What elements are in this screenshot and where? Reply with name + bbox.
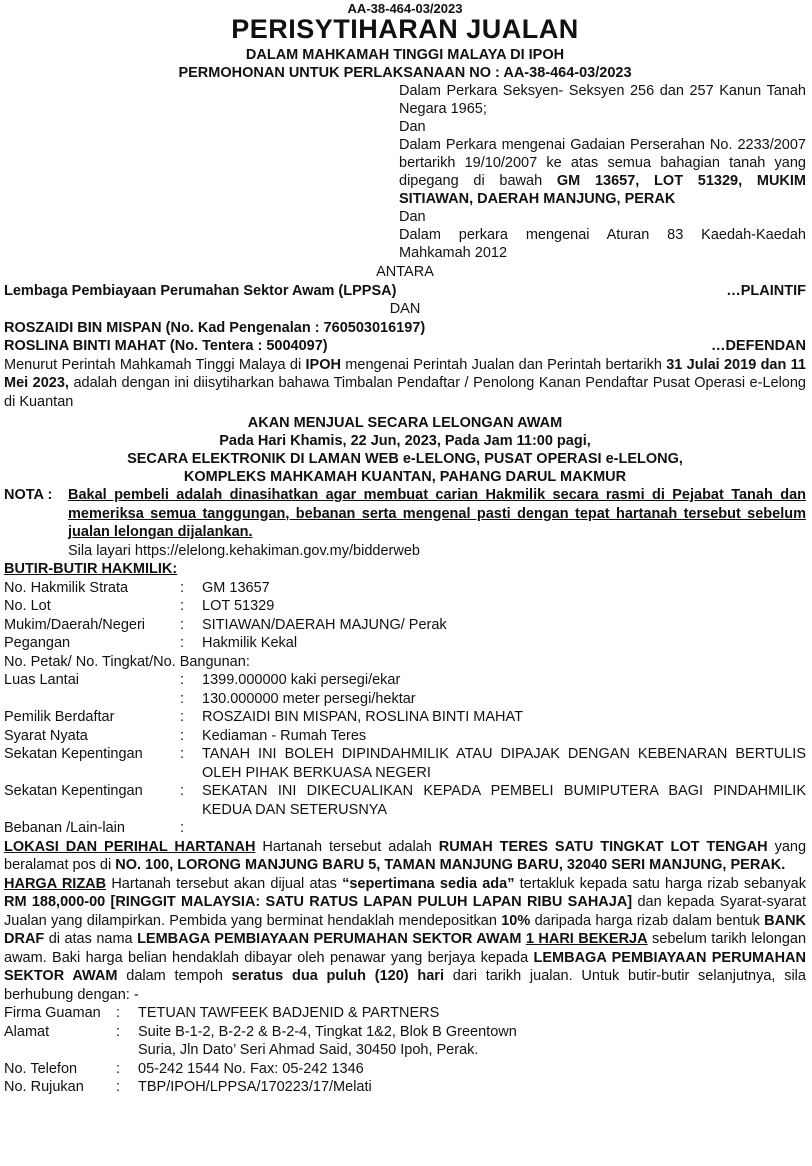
- dan-label: DAN: [389, 301, 421, 317]
- perkara-block: [399, 82, 806, 262]
- contact-row: [4, 1041, 806, 1060]
- plaintiff-row: [4, 282, 806, 301]
- defendant-1: ROSZAIDI BIN MISPAN (No. Kad Pengenalan : 760503016197): [4, 319, 426, 336]
- harga-paragraph: HARGA RIZAB Hartanah tersebut akan dijual atas “sepertimana sedia ada” tertakluk kepada satu harga rizab sebanyak RM 188,000-00 [RINGGIT MALAYSIA: SATU RATUS LAPAN PULUH LAPAN RIBU SAHAJA] dan kepada Syarat-syarat Jualan yang dilampirkan. Pembida yang berminat hendaklah mendepositkan 10% daripada harga rizab dalam bentuk BANK DRAF di atas nama LEMBAGA PEMBIAYAAN PERUMAHAN SEKTOR AWAM 1 HARI BEKERJA sebelum tarikh lelongan awam. Baki harga belian hendaklah dibayar oleh penawar yang berjaya kepada LEMBAGA PEMBIAYAAN PERUMAHAN SEKTOR AWAM dalam tempoh seratus dua puluh (120) hari dari tarikh jualan. Untuk butir-butir selanjutnya, sila berhubung dengan: -: [4, 875, 807, 1003]
- butir-row-value: GM 13657: [202, 579, 270, 596]
- auction-line-2: Pada Hari Khamis, 22 Jun, 2023, Pada Jam 11:00 pagi,: [219, 433, 591, 449]
- butir-row-label: No. Hakmilik Strata: [4, 579, 129, 596]
- butir-row: [4, 745, 806, 782]
- contact-row: [4, 1023, 806, 1042]
- butir-row-value: 1399.000000 kaki persegi/ekar: [202, 672, 401, 688]
- nota-text: Bakal pembeli adalah dinasihatkan agar membuat carian Hakmilik secara rasmi di Pejabat Tanah dan memeriksa semua tanggungan, bebanan serta mengenal pasti dengan tepat hartanah tersebut sebelum jualan lelongan dijalankan.: [68, 487, 806, 540]
- contact-row-label: [4, 1041, 116, 1060]
- contact-row-colon: :: [116, 1060, 121, 1077]
- butir-row-value: SITIAWAN/DAERAH MAJUNG/ Perak: [202, 616, 447, 633]
- auction-line-4: KOMPLEKS MAHKAMAH KUANTAN, PAHANG DARUL MAKMUR: [183, 469, 627, 485]
- butir-row-label: [4, 690, 180, 709]
- butir-row-colon: :: [180, 690, 185, 707]
- butir-row-label: Pemilik Berdaftar: [4, 709, 115, 725]
- butir-row-value: Hakmilik Kekal: [202, 635, 298, 651]
- butir-row-value: ROSZAIDI BIN MISPAN, ROSLINA BINTI MAHAT: [202, 709, 523, 725]
- butir-row: [4, 690, 806, 709]
- perkara-dan-1: Dan: [399, 119, 426, 135]
- contact-row-label: No. Rujukan: [4, 1079, 84, 1095]
- butir-row-colon: :: [180, 616, 185, 633]
- contact-row: [4, 1004, 806, 1023]
- contact-row-label: Firma Guaman: [4, 1005, 101, 1021]
- perkara-2: Dalam Perkara mengenai Gadaian Perserahan No. 2233/2007 bertarikh 19/10/2007 ke atas semua bahagian tanah yang dipegang di bawah GM 13657, LOT 51329, MUKIM SITIAWAN, DAERAH MANJUNG, PERAK: [399, 137, 806, 207]
- contact-row-value: Suite B-1-2, B-2-2 & B-2-4, Tingkat 1&2, Blok B Greentown: [138, 1023, 517, 1040]
- lokasi-paragraph: LOKASI DAN PERIHAL HARTANAH Hartanah tersebut adalah RUMAH TERES SATU TINGKAT LOT TENGAH yang beralamat pos di NO. 100, LORONG MANJUNG BARU 5, TAMAN MANJUNG BARU, 32040 SERI MANJUNG, PERAK.: [4, 838, 807, 873]
- butir-row: [4, 671, 806, 690]
- butir-row-value: SEKATAN INI DIKECUALIKAN KEPADA PEMBELI BUMIPUTERA BAGI PINDAHMILIK KEDUA DAN SETERUSNYA: [202, 783, 806, 818]
- butir-row: [4, 597, 806, 616]
- butir-row-label: Sekatan Kepentingan: [4, 783, 143, 799]
- contact-row-value: Suria, Jln Dato’ Seri Ahmad Said, 30450 Ipoh, Perak.: [138, 1042, 479, 1058]
- defendant-2-row: [4, 337, 806, 356]
- contact-row-value: 05-242 1544 No. Fax: 05-242 1346: [138, 1060, 364, 1077]
- butir-row-value: TANAH INI BOLEH DIPINDAHMILIK ATAU DIPAJAK DENGAN KEBENARAN BERTULIS OLEH PIHAK BERKUASA NEGERI: [202, 746, 806, 781]
- butir-row-colon: :: [180, 746, 185, 762]
- nota-label: NOTA :: [4, 487, 53, 503]
- butir-row-label: Bebanan /Lain-lain: [4, 820, 125, 836]
- contact-row-colon: :: [116, 1005, 121, 1021]
- butir-row: [4, 579, 806, 598]
- butir-row-colon: :: [180, 635, 185, 651]
- defendant-role: …DEFENDAN: [710, 338, 806, 354]
- butir-row-label: Mukim/Daerah/Negeri: [4, 616, 146, 633]
- butir-row-label: Luas Lantai: [4, 672, 79, 688]
- butir-heading: BUTIR-BUTIR HAKMILIK:: [4, 561, 178, 577]
- reference-number: AA-38-464-03/2023: [347, 1, 463, 16]
- butir-row: [4, 819, 806, 838]
- defendant-2: ROSLINA BINTI MAHAT (No. Tentera : 5004097): [4, 338, 328, 354]
- butir-row-colon: :: [180, 783, 185, 799]
- butir-row: [4, 634, 806, 653]
- petak-line: No. Petak/ No. Tingkat/No. Bangunan:: [4, 653, 250, 670]
- plaintiff-role: …PLAINTIF: [726, 282, 806, 299]
- butir-row-value: [202, 819, 806, 838]
- butir-row-label: No. Lot: [4, 598, 51, 614]
- butir-table-1: [4, 579, 806, 653]
- application-number: PERMOHONAN UNTUK PERLAKSANAAN NO : AA-38-464-03/2023: [178, 65, 632, 81]
- perkara-1: Dalam Perkara Seksyen- Seksyen 256 dan 257 Kanun Tanah Negara 1965;: [399, 83, 806, 117]
- contact-row-label: No. Telefon: [4, 1060, 78, 1077]
- sale-proclamation: [4, 0, 806, 1097]
- butir-row-colon: :: [180, 727, 185, 744]
- contact-row-colon: :: [116, 1023, 121, 1040]
- contact-row-colon: [116, 1041, 138, 1060]
- contact-row-colon: :: [116, 1079, 121, 1095]
- butir-row-colon: :: [180, 820, 185, 836]
- butir-row-colon: :: [180, 709, 185, 725]
- contact-row-value: TETUAN TAWFEEK BADJENID & PARTNERS: [138, 1005, 440, 1021]
- contact-row: [4, 1060, 806, 1079]
- butir-row: [4, 782, 806, 819]
- contact-row-value: TBP/IPOH/LPPSA/170223/17/Melati: [138, 1079, 372, 1095]
- antara-label: ANTARA: [376, 264, 434, 280]
- butir-row-colon: :: [180, 598, 185, 614]
- butir-row-label: Pegangan: [4, 635, 71, 651]
- butir-row-label: Sekatan Kepentingan: [4, 746, 143, 762]
- butir-row-colon: :: [180, 579, 185, 596]
- document-title: PERISYTIHARAN JUALAN: [231, 14, 579, 44]
- plaintiff-name: Lembaga Pembiayaan Perumahan Sektor Awam (LPPSA): [4, 282, 397, 299]
- bidder-link[interactable]: Sila layari https://elelong.kehakiman.gov.my/bidderweb: [68, 542, 420, 559]
- butir-table-2: [4, 671, 806, 838]
- butir-row-value: Kediaman - Rumah Teres: [202, 727, 367, 744]
- butir-row: [4, 616, 806, 635]
- auction-line-3: SECARA ELEKTRONIK DI LAMAN WEB e-LELONG, PUSAT OPERASI e-LELONG,: [127, 451, 683, 467]
- butir-row: [4, 727, 806, 746]
- auction-line-1: AKAN MENJUAL SECARA LELONGAN AWAM: [247, 415, 563, 431]
- perkara-dan-2: Dan: [399, 209, 426, 225]
- contact-row-label: Alamat: [4, 1023, 50, 1040]
- contact-table: [4, 1004, 806, 1097]
- butir-row: [4, 708, 806, 727]
- perkara-3: Dalam perkara mengenai Aturan 83 Kaedah-Kaedah Mahkamah 2012: [399, 227, 806, 261]
- contact-row: [4, 1078, 806, 1097]
- court-name: DALAM MAHKAMAH TINGGI MALAYA DI IPOH: [245, 47, 565, 63]
- butir-row-value: LOT 51329: [202, 598, 275, 614]
- nota-block: [4, 486, 806, 560]
- butir-row-label: Syarat Nyata: [4, 727, 88, 744]
- butir-row-colon: :: [180, 672, 185, 688]
- butir-row-value: 130.000000 meter persegi/hektar: [202, 690, 416, 707]
- order-paragraph: Menurut Perintah Mahkamah Tinggi Malaya di IPOH mengenai Perintah Jualan dan Perintah bertarikh 31 Julai 2019 dan 11 Mei 2023, adalah dengan ini diisytiharkan bahawa Timbalan Pendaftar / Penolong Kanan Pendaftar Pusat Operasi e-Lelong di Kuantan: [4, 356, 806, 410]
